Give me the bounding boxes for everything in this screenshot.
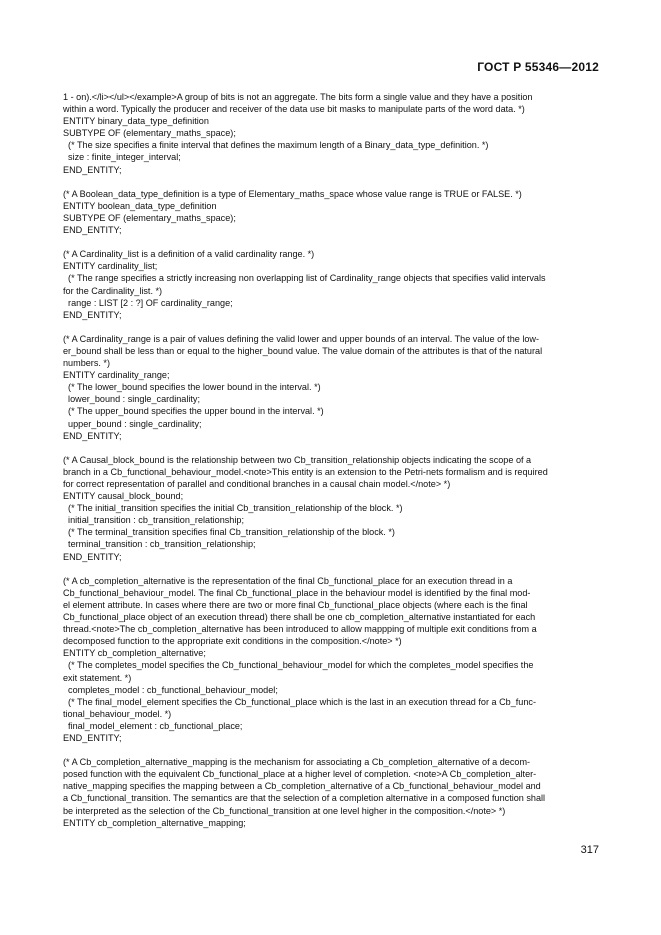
text-line: el element attribute. In cases where there are two or more final Cb_functional_place objects (where each is the final	[63, 599, 528, 610]
text-line: branch in a Cb_functional_behaviour_model.<note>This entity is an extension to the Petri-nets formalism and is required	[63, 466, 548, 477]
text-line: END_ENTITY;	[63, 551, 122, 562]
text-block	[63, 333, 603, 442]
text-line: range : LIST [2 : ?] OF cardinality_range;	[63, 297, 233, 308]
text-line: END_ENTITY;	[63, 225, 122, 236]
text-line: be interpreted as the selection of the Cb_functional_transition at one level higher in the composition.</note> *)	[63, 805, 506, 816]
text-line: completes_model : cb_functional_behaviour_model;	[63, 684, 278, 695]
document-body	[63, 91, 603, 829]
text-line: ENTITY causal_block_bound;	[63, 491, 184, 502]
text-line: Cb_functional_place object of an execution thread) there shall be one cb_completion_alternative instantiated for each	[63, 612, 536, 623]
text-line: size : finite_integer_interval;	[63, 152, 181, 163]
text-line: (* The upper_bound specifies the upper bound in the interval. *)	[63, 406, 324, 417]
text-line: posed function with the equivalent Cb_functional_place at a higher level of completion. <note>A Cb_completion_alter-	[63, 769, 537, 780]
text-line: ENTITY binary_data_type_definition	[63, 116, 209, 127]
text-line: (* The terminal_transition specifies final Cb_transition_relationship of the block. *)	[63, 527, 395, 538]
text-line: er_bound shall be less than or equal to the higher_bound value. The value domain of the attributes is that of the natural	[63, 345, 543, 356]
text-line: (* A Cardinality_list is a definition of a valid cardinality range. *)	[63, 249, 315, 260]
paragraph-gap	[63, 236, 603, 248]
text-line: 1 - on).</li></ul></example>A group of bits is not an aggregate. The bits form a single value and they have a position	[63, 92, 533, 102]
text-line: END_ENTITY;	[63, 164, 122, 175]
text-block	[63, 188, 603, 236]
text-line: native_mapping specifies the mapping between a Cb_completion_alternative of a Cb_functional_behaviour_model and	[63, 781, 541, 792]
text-line: END_ENTITY;	[63, 309, 122, 320]
text-block	[63, 91, 603, 176]
text-line: (* A cb_completion_alternative is the representation of the final Cb_functional_place for an execution thread in a	[63, 575, 513, 586]
page-number: 317	[580, 844, 599, 856]
text-line: upper_bound : single_cardinality;	[63, 418, 202, 429]
text-line: Cb_functional_behaviour_model. The final Cb_functional_place in the behaviour model is identified by the final mod-	[63, 587, 531, 598]
text-line: (* The size specifies a finite interval that defines the maximum length of a Binary_data_type_definition. *)	[63, 140, 489, 151]
text-line: thread.<note>The cb_completion_alternative has been introduced to allow mappping of multiple exit conditions from a	[63, 624, 537, 635]
text-line: initial_transition : cb_transition_relationship;	[63, 515, 244, 526]
paragraph-gap	[63, 176, 603, 188]
text-line: ENTITY cb_completion_alternative;	[63, 648, 206, 659]
text-line: (* The final_model_element specifies the Cb_functional_place which is the last in an execution thread for a Cb_func-	[63, 696, 536, 707]
text-line: SUBTYPE OF (elementary_maths_space);	[63, 128, 236, 139]
text-block	[63, 575, 603, 744]
text-line: END_ENTITY;	[63, 430, 122, 441]
paragraph-gap	[63, 442, 603, 454]
paragraph-gap	[63, 321, 603, 333]
text-line: terminal_transition : cb_transition_relationship;	[63, 539, 256, 550]
text-line: (* A Causal_block_bound is the relationship between two Cb_transition_relationship objects indicating the scope of a	[63, 454, 532, 465]
text-line: numbers. *)	[63, 358, 111, 369]
text-line: exit statement. *)	[63, 672, 132, 683]
text-block	[63, 248, 603, 321]
text-line: a Cb_functional_transition. The semantics are that the selection of a completion alternative in a composed function shall	[63, 793, 546, 804]
text-line: tional_behaviour_model. *)	[63, 708, 172, 719]
paragraph-gap	[63, 744, 603, 756]
text-line: for correct representation of parallel and conditional branches in a causal chain model.</note> *)	[63, 479, 451, 489]
text-line: (* The range specifies a strictly increasing non overlapping list of Cardinality_range objects that specifies valid intervals	[63, 273, 546, 284]
text-line: SUBTYPE OF (elementary_maths_space);	[63, 212, 236, 223]
text-line: ENTITY cardinality_list;	[63, 261, 158, 272]
text-line: (* The initial_transition specifies the initial Cb_transition_relationship of the block. *)	[63, 503, 403, 514]
text-line: END_ENTITY;	[63, 732, 122, 743]
text-line: (* A Cb_completion_alternative_mapping is the mechanism for associating a Cb_completion_alternative of a decom-	[63, 757, 531, 768]
text-line: within a word. Typically the producer and receiver of the data use bit masks to manipulate parts of the word data. *)	[63, 104, 525, 115]
text-line: lower_bound : single_cardinality;	[63, 394, 200, 405]
text-line: (* A Boolean_data_type_definition is a type of Elementary_maths_space whose value range is TRUE or FALSE. *)	[63, 188, 522, 199]
text-line: final_model_element : cb_functional_place;	[63, 720, 243, 731]
document-header-standard: ГОСТ Р 55346—2012	[477, 60, 599, 74]
paragraph-gap	[63, 563, 603, 575]
text-line: ENTITY cardinality_range;	[63, 370, 170, 381]
text-line: (* The completes_model specifies the Cb_functional_behaviour_model for which the completes_model specifies the	[63, 660, 534, 671]
text-line: decomposed function to the appropriate exit conditions in the composition.</note> *)	[63, 636, 402, 647]
text-line: ENTITY boolean_data_type_definition	[63, 200, 217, 211]
text-block	[63, 454, 603, 563]
text-line: for the Cardinality_list. *)	[63, 285, 163, 296]
text-line: (* The lower_bound specifies the lower bound in the interval. *)	[63, 382, 321, 393]
text-line: (* A Cardinality_range is a pair of values defining the valid lower and upper bounds of an interval. The value of the low-	[63, 333, 540, 344]
text-line: ENTITY cb_completion_alternative_mapping;	[63, 817, 246, 828]
text-block	[63, 756, 603, 829]
